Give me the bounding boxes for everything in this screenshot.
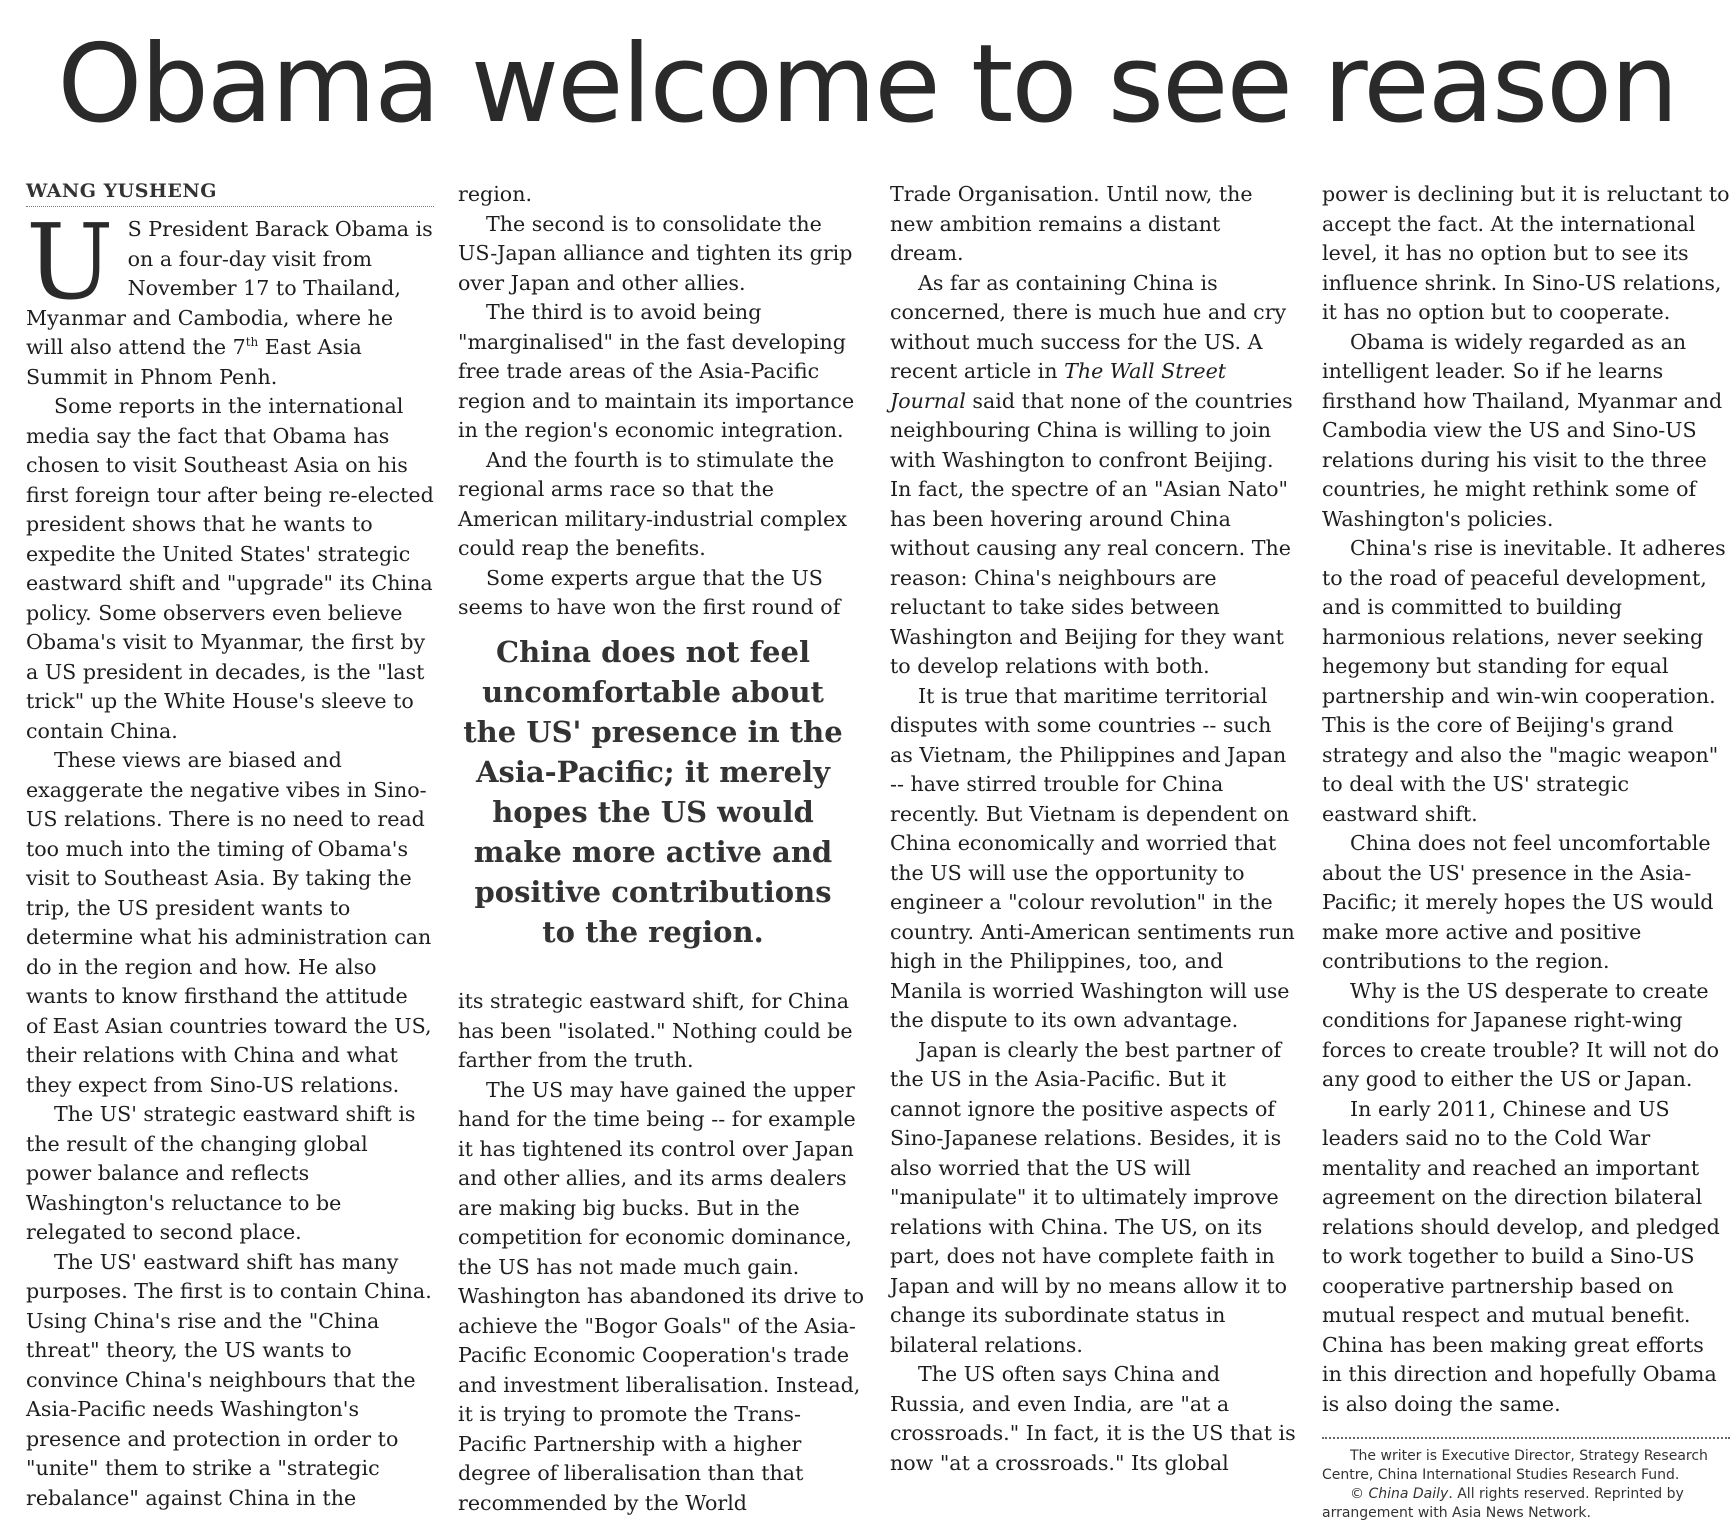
paragraph: Trade Organisation. Until now, the new ambition remains a distant dream. (890, 182, 1253, 265)
paragraph: China's rise is inevitable. It adheres to the road of peaceful development, and is committed to building harmonious relations, never seeking hegemony but standing for equal partnership and win-win cooperation. This is the core of Beijing's grand strategy and also the "magic weapon" to deal with the US' strategic eastward shift. (1322, 536, 1726, 826)
byline: WANG YUSHENG (26, 180, 434, 207)
paragraph: The US may have gained the upper hand for the time being -- for example it has tightened its control over Japan and other allies, and its arms dealers are making big bucks. But in the competition for economic dominance, the US has not made much gain. Washington has abandoned its drive to achieve the "Bogor Goals" of the Asia-Pacific Economic Cooperation's trade and investment liberalisation. Instead, it is trying to promote the Trans-Pacific Partnership with a higher degree of liberalisation than that recommended by the World (458, 1077, 865, 1515)
article-column-1 (26, 180, 434, 1513)
paragraph: The second is to consolidate the US-Japan alliance and tighten its grip over Japan and other allies. (458, 211, 853, 295)
paragraph: In early 2011, Chinese and US leaders said no to the Cold War mentality and reached an important agreement on the direction bilateral relations should develop, and pledged to work together to build a Sino-US cooperative partnership based on mutual respect and mutual benefit. China has been making great efforts in this direction and hopefully Obama is also doing the same. (1322, 1096, 1720, 1416)
paragraph: power is declining but it is reluctant to accept the fact. At the international level, it has no option but to see its influence shrink. In Sino-US relations, it has no option but to cooperate. (1322, 182, 1730, 324)
article-column-2-bottom (458, 987, 866, 1518)
paragraph: And the fourth is to stimulate the regional arms race so that the American military-industrial complex could reap the benefits. (458, 447, 847, 560)
paragraph: its strategic eastward shift, for China has been "isolated." Nothing could be farther from the truth. (458, 989, 853, 1072)
source-name: China Daily (1368, 1486, 1449, 1502)
publication-title: The Wall Street Journal (890, 359, 1227, 413)
paragraph: Why is the US desperate to create conditions for Japanese right-wing forces to create trouble? It will not do any good to either the US or Japan. (1322, 978, 1720, 1091)
paragraph: It is true that maritime territorial disputes with some countries -- such as Vietnam, the Philippines and Japan -- have stirred trouble for China recently. But Vietnam is dependent on China economically and worried that the US will use the opportunity to engineer a "colour revolution" in the country. Anti-American sentiments run high in the Philippines, too, and Manila is worried Washington will use the dispute to its own advantage. (890, 683, 1295, 1032)
paragraph: region. (458, 182, 533, 206)
paragraph: The US' strategic eastward shift is the result of the changing global power balance and reflects Washington's reluctance to be relegated to second place. (26, 1102, 416, 1244)
paragraph: Obama is widely regarded as an intelligent leader. So if he learns firsthand how Thailand, Myanmar and Cambodia view the US and Sino-US relations during his visit to the three countries, he might rethink some of Washington's policies. (1322, 329, 1723, 531)
paragraph: These views are biased and exaggerate the negative vibes in Sino-US relations. There is no need to read too much into the timing of Obama's visit to Southeast Asia. By taking the trip, the US president wants to determine what his administration can do in the region and how. He also wants to know firsthand the attitude of East Asian countries toward the US, their relations with China and what they expect from Sino-US relations. (26, 748, 432, 1097)
footnote-divider (1322, 1437, 1730, 1439)
paragraph: Japan is clearly the best partner of the US in the Asia-Pacific. But it cannot ignore the positive aspects of Sino-Japanese relations. Besides, it is also worried that the US will "manipulate" it to ultimately improve relations with China. The US, on its part, does not have complete faith in Japan and will by no means allow it to change its subordinate status in bilateral relations. (890, 1037, 1288, 1357)
paragraph: The third is to avoid being "marginalised" in the fast developing free trade areas of the Asia-Pacific region and to maintain its importance in the region's economic integration. (458, 300, 855, 442)
writer-note: The writer is Executive Director, Strategy Research Centre, China International Studies Research Fund. (1322, 1448, 1708, 1483)
paragraph: The US' eastward shift has many purposes. The first is to contain China. Using China's rise and the "China threat" theory, the US wants to convince China's neighbours that the Asia-Pacific needs Washington's presence and protection in order to "unite" them to strike a "strategic rebalance" against China in the (26, 1249, 432, 1510)
pull-quote: China does not feel uncomfortable about the US' presence in the Asia-Pacific; it merely hopes the US would make more active and positive contributions to the region. (463, 635, 843, 949)
copyright-note: © China Daily. All rights reserved. Reprinted by arrangement with Asia News Network. (1322, 1486, 1684, 1521)
article-column-2-top (458, 180, 866, 623)
drop-cap: U (26, 201, 114, 323)
paragraph: Some reports in the international media say the fact that Obama has chosen to visit Southeast Asia on his first foreign tour after being re-elected president shows that he wants to expedite the United States' strategic eastward shift and "upgrade" its China policy. Some observers even believe Obama's visit to Myanmar, the first by a US president in decades, is the "last trick" up the White House's sleeve to contain China. (26, 394, 434, 743)
article-column-3 (890, 180, 1298, 1478)
headline: Obama welcome to see reason (57, 22, 1677, 147)
article-column-4 (1322, 180, 1730, 1523)
paragraph: The US often says China and Russia, and even India, are "at a crossroads." In fact, it is the US that is now "at a crossroads." Its global (890, 1362, 1296, 1475)
paragraph: Some experts argue that the US seems to have won the first round of (458, 565, 841, 619)
paragraph: As far as containing China is concerned, there is much hue and cry without much success for the US. A recent article in The Wall Street Journal said that none of the countries neighbouring China is willing to join with Washington to confront Beijing. In fact, the spectre of an "Asian Nato" has been hovering around China without causing any real concern. The reason: China's neighbours are reluctant to take sides between Washington and Beijing for they want to develop relations with both. (890, 270, 1293, 678)
lead-paragraph: U S President Barack Obama is on a four-day visit from November 17 to Thailand, Myanmar and Cambodia, where he will also attend the 7th East Asia Summit in Phnom Penh. (26, 201, 433, 389)
paragraph: China does not feel uncomfortable about the US' presence in the Asia-Pacific; it merely hopes the US would make more active and positive contributions to the region. (1322, 831, 1714, 973)
